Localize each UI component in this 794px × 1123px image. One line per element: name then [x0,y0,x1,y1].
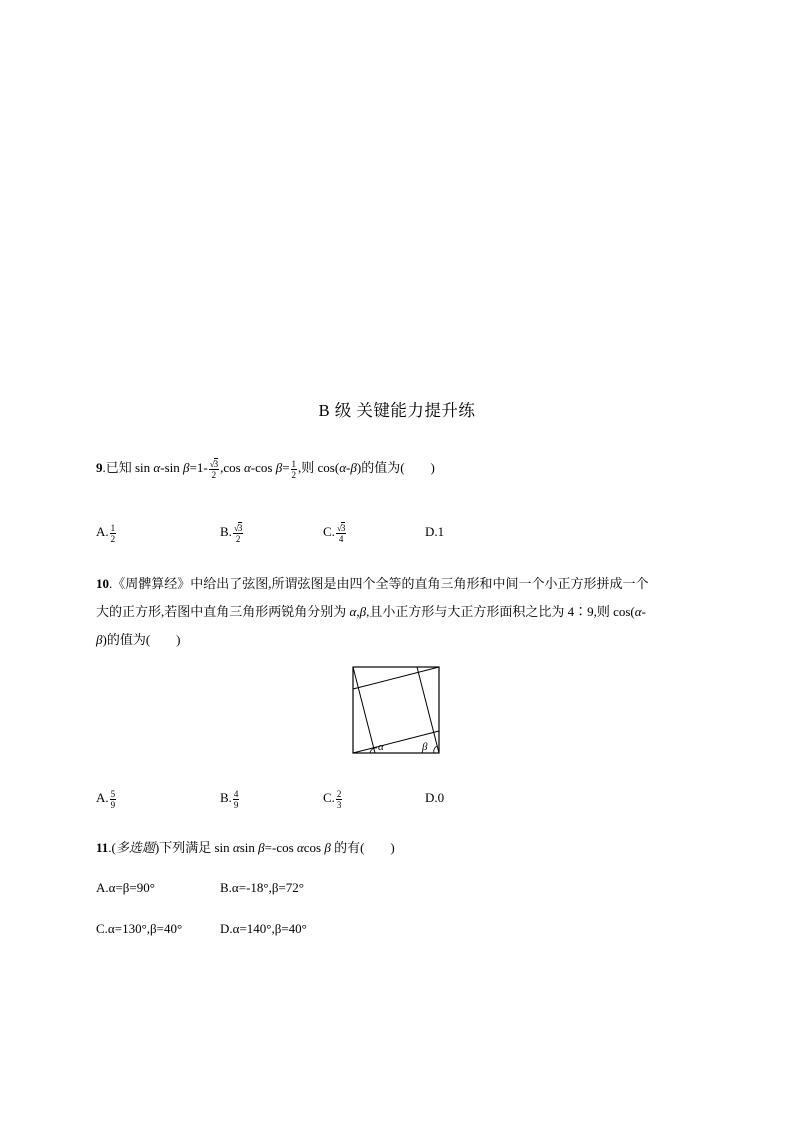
question-11: 11.(多选题)下列满足 sin αsin β=-cos αcos β 的有( ) [96,840,395,855]
q9-text-1: .已知 sin [102,460,154,475]
beta: β [324,840,331,855]
question-9 [96,458,435,480]
q9-text-3: =1- [189,460,208,475]
q10-option-c[interactable]: C. $\frac{2}{3}$ [323,788,342,810]
alpha: α [153,460,161,475]
multi-choice-tag: 多选题 [115,840,155,855]
xian-figure [350,664,442,756]
question-number: 10 [96,576,109,591]
q9-text-5: -cos [250,460,276,475]
q10-line-2b: ,且小正方形与大正方形面积之比为 4∶9,则 cos( [366,604,635,619]
beta-label: β [422,741,428,753]
q11-option-a[interactable]: A.α=β=90° [96,880,155,895]
minus: - [346,460,351,475]
alpha: α [232,840,240,855]
beta: β [258,840,265,855]
fraction-sqrt3-over-2: $\frac{√3}{2}$ [209,459,219,481]
beta: β [275,460,283,475]
fraction-1-over-2: $\frac{1}{2}$ [291,458,297,480]
beta: β [183,460,190,475]
alpha-label: α [378,741,384,753]
alpha: α [243,460,251,475]
beta: β [359,604,367,619]
question-number: 9 [96,460,103,475]
q9-text-7: ,则 cos( [298,460,340,475]
alpha: α [339,460,347,475]
beta: β [96,632,103,647]
q11-option-b[interactable]: B.α=-18°,β=72° [220,880,304,895]
beta: β [350,460,357,475]
q9-text-2: -sin [160,460,183,475]
q9-option-b[interactable]: B. $\frac{√3}{2}$ [220,523,243,545]
alpha: α [296,840,304,855]
q9-option-a[interactable]: A. $\frac{1}{2}$ [96,522,116,544]
q9-text-4: ,cos [220,460,244,475]
q10-line-1: .《周髀算经》中给出了弦图,所谓弦图是由四个全等的直角三角形和中间一个小正方形拼成一个 [109,576,649,591]
question-10: 10.《周髀算经》中给出了弦图,所谓弦图是由四个全等的直角三角形和中间一个小正方形拼成一个 大的正方形,若图中直角三角形两锐角分别为 α,β,且小正方形与大正方形面积之比为 4∶9,则 cos(α- β)的值为( ) [96,576,649,647]
q10-option-a[interactable]: A. $\frac{5}{9}$ [96,788,116,810]
q10-line-2a: 大的正方形,若图中直角三角形两锐角分别为 [96,604,350,619]
section-title: B 级 关键能力提升练 [318,401,476,420]
q9-option-d[interactable]: D.1 [425,524,445,539]
alpha: α [634,604,642,619]
q9-text-6: = [282,460,290,475]
q11-option-c[interactable]: C.α=130°,β=40° [96,921,183,936]
alpha: α [349,604,357,619]
q10-line-3: )的值为( ) [102,632,181,647]
q10-option-b[interactable]: B. $\frac{4}{9}$ [220,788,239,810]
q9-option-c[interactable]: C. $\frac{√3}{4}$ [323,523,346,545]
q10-option-d[interactable]: D.0 [425,790,445,805]
question-number: 11 [96,840,109,855]
q9-text-9: )的值为( ) [356,460,435,475]
q11-option-d[interactable]: D.α=140°,β=40° [220,921,307,936]
